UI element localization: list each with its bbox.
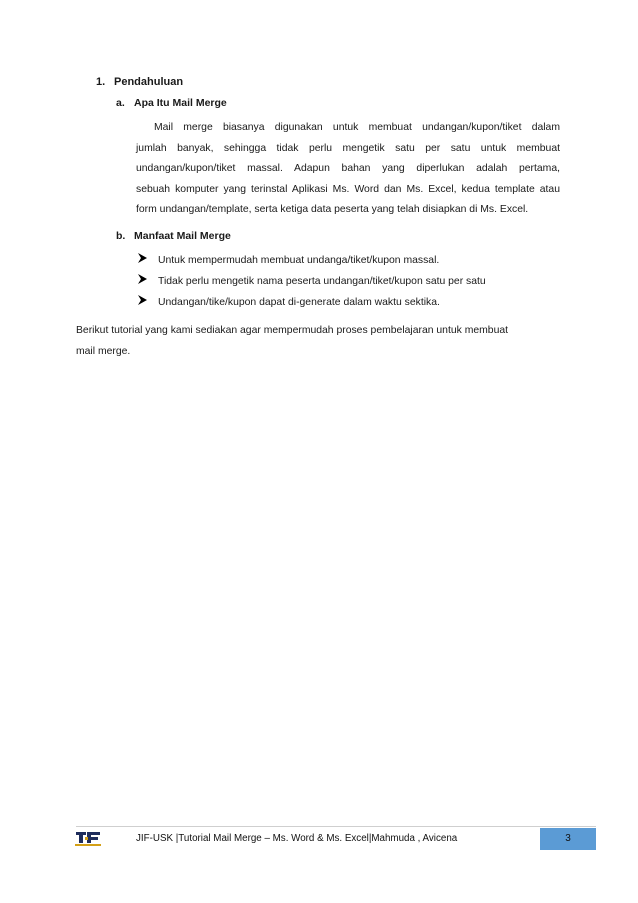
paragraph-line: jumlah banyak, sehingga tidak perlu mengetik satu per satu untuk membuat [136, 142, 560, 154]
arrowhead-bullet-icon [138, 292, 158, 313]
section-title: Pendahuluan [114, 76, 184, 88]
list-item [138, 250, 486, 271]
subheading-a-letter: a. [116, 97, 125, 109]
mail-merge-paragraph [136, 118, 560, 221]
paragraph-line: sebuah komputer yang terinstal Aplikasi Ms. Word dan Ms. Excel, kedua template atau [136, 183, 560, 195]
section-heading [96, 76, 183, 88]
footer-divider [76, 826, 596, 827]
list-item [138, 271, 486, 292]
closing-line: mail merge. [76, 346, 131, 357]
list-item-text: Untuk mempermudah membuat undanga/tiket/kupon massal. [158, 255, 440, 266]
subheading-b [116, 230, 231, 242]
jif-usk-logo-icon [74, 829, 102, 847]
benefits-list [138, 250, 486, 313]
subheading-b-letter: b. [116, 230, 126, 242]
paragraph-line: Mail merge biasanya digunakan untuk membuat undangan/kupon/tiket dalam [154, 122, 560, 133]
list-item [138, 292, 486, 313]
subheading-a-title: Apa Itu Mail Merge [134, 97, 227, 109]
subheading-a [116, 97, 227, 109]
arrowhead-bullet-icon [138, 271, 158, 292]
paragraph-line: undangan/kupon/tiket massal. Adapun bahan yang diperlukan adalah pertama, [136, 163, 560, 174]
paragraph-line: form undangan/template, serta ketiga data peserta yang telah disiapkan di Ms. Excel. [136, 204, 529, 215]
section-number: 1. [96, 76, 106, 88]
list-item-text: Undangan/tike/kupon dapat di-generate dalam waktu sektika. [158, 297, 440, 308]
page-number: 3 [565, 833, 571, 844]
list-item-text: Tidak perlu mengetik nama peserta undangan/tiket/kupon satu per satu [158, 276, 486, 287]
subheading-b-title: Manfaat Mail Merge [134, 230, 231, 242]
page-number-badge [540, 828, 596, 850]
closing-line: Berikut tutorial yang kami sediakan agar mempermudah proses pembelajaran untuk membuat [76, 325, 509, 336]
footer-text: JIF-USK |Tutorial Mail Merge – Ms. Word & Ms. Excel|Mahmuda , Avicena [136, 833, 458, 844]
arrowhead-bullet-icon [138, 250, 158, 271]
closing-paragraph [76, 320, 556, 362]
